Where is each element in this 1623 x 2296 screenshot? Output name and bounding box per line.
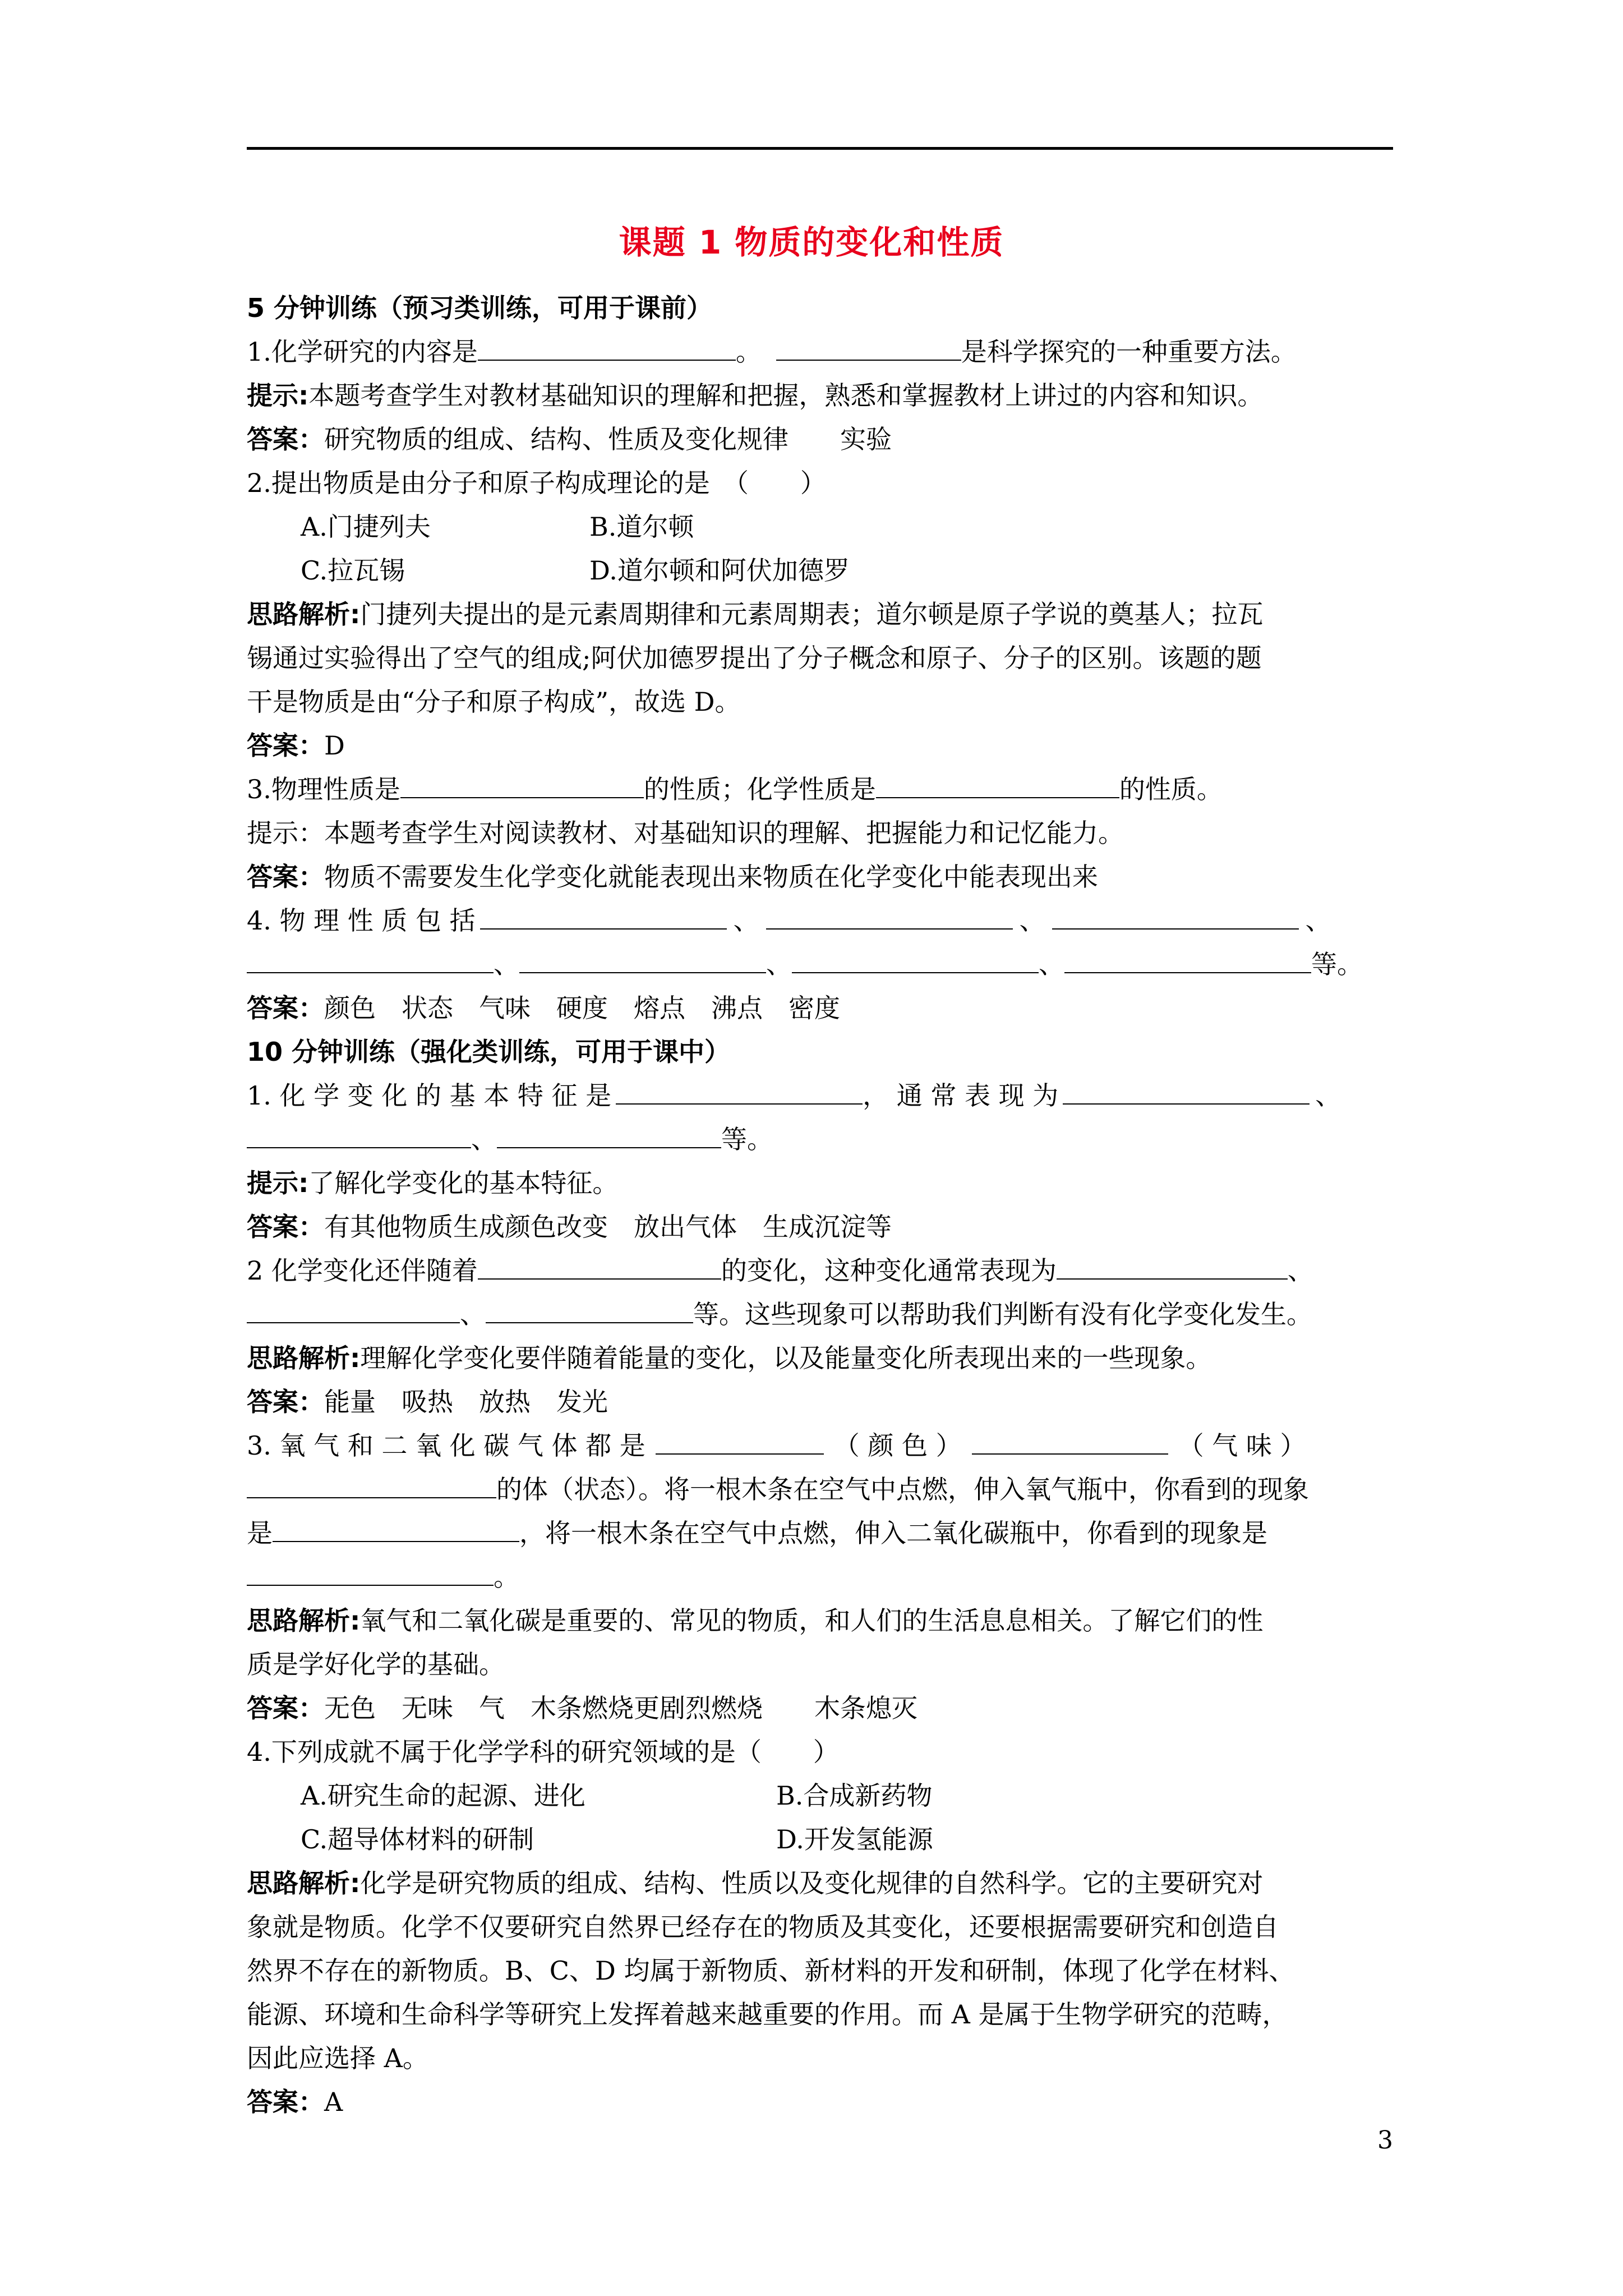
explanation-line: 象就是物质。化学不仅要研究自然界已经存在的物质及其变化，还要根据需要研究和创造自 <box>247 1912 1279 1942</box>
answer-blank[interactable] <box>247 1471 496 1498</box>
options-row <box>247 549 1393 592</box>
question-4-cont: 、 、 、 等。 <box>247 942 1393 986</box>
answer-blank[interactable] <box>876 771 1119 798</box>
answer-line: 答案：D <box>247 730 345 761</box>
answer-blank[interactable] <box>616 1078 863 1105</box>
question-1: 1.化学研究的内容是 。 是科学探究的一种重要方法。 <box>247 330 1393 374</box>
answer-blank[interactable] <box>400 771 644 798</box>
answer-blank[interactable] <box>776 334 961 361</box>
answer-line: 答案：物质不需要发生化学变化就能表现出来物质在化学变化中能表现出来 <box>247 862 1098 892</box>
answer-blank[interactable] <box>972 1428 1168 1455</box>
section-heading-10min: 10 分钟训练（强化类训练，可用于课中） <box>247 1037 731 1067</box>
option-b: B.道尔顿 <box>589 512 694 542</box>
answer-blank[interactable] <box>766 903 1013 930</box>
s2-question-3-cont: 。 <box>247 1555 1393 1599</box>
answer-blank[interactable] <box>480 903 727 930</box>
page-number: 3 <box>1377 2126 1393 2155</box>
answer-blank[interactable] <box>1057 1253 1288 1280</box>
explanation-line: 思路解析:理解化学变化要伴随着能量的变化，以及能量变化所表现出来的一些现象。 <box>247 1343 1212 1373</box>
answer-blank[interactable] <box>247 946 494 973</box>
explanation-line: 干是物质是由“分子和原子构成”，故选 D。 <box>247 687 741 717</box>
explanation-line: 思路解析:化学是研究物质的组成、结构、性质以及变化规律的自然科学。它的主要研究对 <box>247 1868 1264 1898</box>
option-a: A.研究生命的起源、进化 <box>301 1780 585 1811</box>
options-row <box>247 1818 1393 1861</box>
answer-blank[interactable] <box>656 1428 824 1455</box>
options-row <box>247 505 1393 549</box>
header-rule <box>247 147 1393 150</box>
s2-question-2: 2 化学变化还伴随着 的变化，这种变化通常表现为 、 <box>247 1249 1393 1292</box>
question-2: 2.提出物质是由分子和原子构成理论的是 （ ） <box>247 468 826 498</box>
answer-blank[interactable] <box>497 1121 721 1148</box>
answer-blank[interactable] <box>1063 1078 1310 1105</box>
s2-question-1: 1. 化 学 变 化 的 基 本 特 征 是 ， 通 常 表 现 为 、 <box>247 1074 1393 1117</box>
answer-blank[interactable] <box>247 1559 494 1586</box>
explanation-line: 质是学好化学的基础。 <box>247 1649 505 1680</box>
hint-line: 提示:本题考查学生对教材基础知识的理解和把握，熟悉和掌握教材上讲过的内容和知识。 <box>247 380 1264 411</box>
section-heading-5min: 5 分钟训练（预习类训练，可用于课前） <box>247 293 713 323</box>
explanation-line: 思路解析:氧气和二氧化碳是重要的、常见的物质，和人们的生活息息相关。了解它们的性 <box>247 1605 1264 1636</box>
answer-line: 答案：研究物质的组成、结构、性质及变化规律 实验 <box>247 424 892 454</box>
explanation-line: 锡通过实验得出了空气的组成;阿伏加德罗提出了分子概念和原子、分子的区别。该题的题 <box>247 643 1262 673</box>
answer-blank[interactable] <box>478 334 736 361</box>
answer-blank[interactable] <box>1052 903 1299 930</box>
question-4: 4. 物 理 性 质 包 括 、 、 、 <box>247 899 1393 942</box>
answer-blank[interactable] <box>273 1515 519 1542</box>
option-d: D.道尔顿和阿伏加德罗 <box>589 555 850 586</box>
answer-blank[interactable] <box>1064 946 1311 973</box>
answer-line: 答案：能量 吸热 放热 发光 <box>247 1387 608 1417</box>
answer-line: 答案：有其他物质生成颜色改变 放出气体 生成沉淀等 <box>247 1212 892 1242</box>
option-b: B.合成新药物 <box>776 1780 933 1811</box>
answer-line: 答案：颜色 状态 气味 硬度 熔点 沸点 密度 <box>247 993 840 1023</box>
s2-question-3: 3. 氧 气 和 二 氧 化 碳 气 体 都 是 （ 颜 色 ） （ 气 味 ） <box>247 1424 1393 1467</box>
option-a: A.门捷列夫 <box>301 512 431 542</box>
s2-question-4: 4.下列成就不属于化学学科的研究领域的是（ ） <box>247 1737 839 1767</box>
answer-blank[interactable] <box>486 1296 693 1323</box>
question-3: 3.物理性质是 的性质；化学性质是 的性质。 <box>247 767 1393 811</box>
s2-question-2-cont: 、 等。这些现象可以帮助我们判断有没有化学变化发生。 <box>247 1292 1393 1336</box>
explanation-line: 思路解析:门捷列夫提出的是元素周期律和元素周期表；道尔顿是原子学说的奠基人；拉瓦 <box>247 599 1264 629</box>
explanation-line: 能源、环境和生命科学等研究上发挥着越来越重要的作用。而 A 是属于生物学研究的范畴， <box>247 1999 1288 2030</box>
s2-question-3-cont: 是 ，将一根木条在空气中点燃，伸入二氧化碳瓶中，你看到的现象是 <box>247 1511 1393 1555</box>
explanation-line: 因此应选择 A。 <box>247 2043 428 2073</box>
answer-line: 答案：A <box>247 2087 343 2117</box>
options-row <box>247 1774 1393 1818</box>
option-d: D.开发氢能源 <box>776 1824 933 1855</box>
document-body <box>247 286 1393 2124</box>
answer-blank[interactable] <box>247 1296 460 1323</box>
explanation-line: 然界不存在的新物质。B、C、D 均属于新物质、新材料的开发和研制，体现了化学在材料、 <box>247 1955 1295 1986</box>
answer-blank[interactable] <box>519 946 766 973</box>
s2-question-1-cont: 、 等。 <box>247 1117 1393 1161</box>
hint-line: 提示：本题考查学生对阅读教材、对基础知识的理解、把握能力和记忆能力。 <box>247 818 1124 848</box>
answer-line: 答案：无色 无味 气 木条燃烧更剧烈燃烧 木条熄灭 <box>247 1693 917 1723</box>
hint-line: 提示:了解化学变化的基本特征。 <box>247 1168 619 1198</box>
answer-blank[interactable] <box>792 946 1039 973</box>
answer-blank[interactable] <box>247 1121 471 1148</box>
option-c: C.超导体材料的研制 <box>301 1824 534 1855</box>
page-title: 课题 1 物质的变化和性质 <box>619 223 1004 261</box>
s2-question-3-cont: 的体（状态）。将一根木条在空气中点燃，伸入氧气瓶中，你看到的现象 <box>247 1467 1393 1511</box>
option-c: C.拉瓦锡 <box>301 555 405 586</box>
answer-blank[interactable] <box>478 1253 721 1280</box>
